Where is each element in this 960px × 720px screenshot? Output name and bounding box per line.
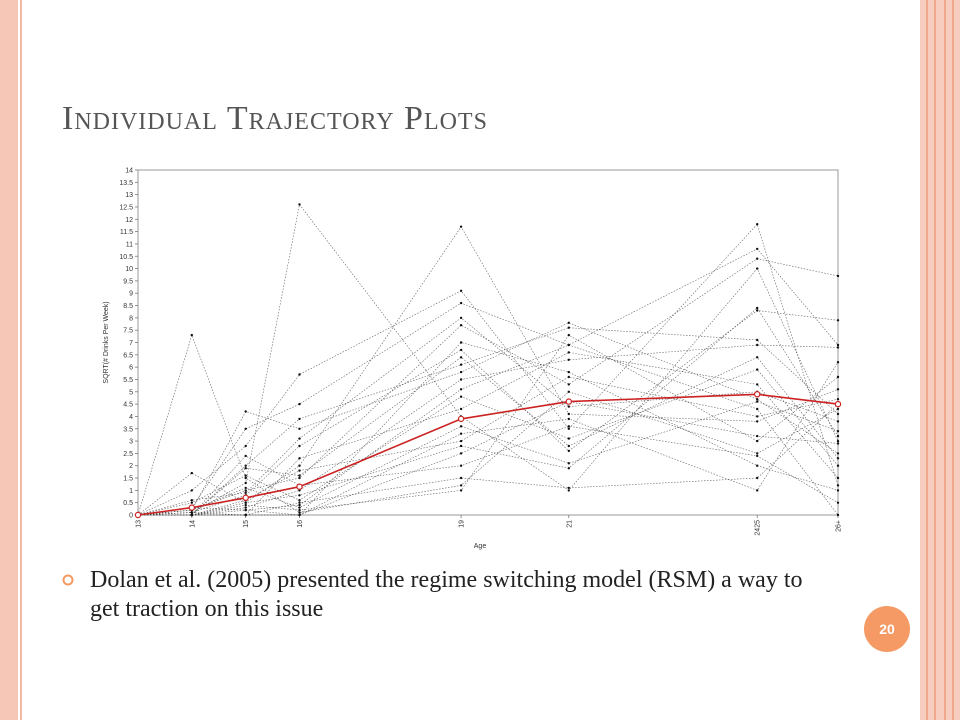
y-tick-label: 2.5	[123, 450, 133, 458]
individual-data-point	[460, 465, 462, 467]
individual-data-point	[756, 440, 758, 442]
individual-data-point	[298, 504, 300, 506]
individual-data-point	[298, 469, 300, 471]
y-tick-label: 9.5	[123, 278, 133, 286]
individual-data-point	[245, 489, 247, 491]
individual-data-point	[756, 258, 758, 260]
individual-data-point	[837, 408, 839, 410]
individual-data-point	[191, 472, 193, 474]
y-tick-label: 2	[129, 463, 133, 471]
y-tick-label: 13.5	[119, 179, 133, 187]
y-tick-label: 5	[129, 389, 133, 397]
individual-data-point	[568, 371, 570, 373]
individual-data-point	[837, 413, 839, 415]
individual-data-point	[460, 396, 462, 398]
individual-data-point	[568, 445, 570, 447]
individual-data-point	[568, 391, 570, 393]
individual-data-point	[568, 428, 570, 430]
plot-area-frame	[138, 170, 838, 515]
individual-data-point	[298, 445, 300, 447]
individual-data-point	[756, 415, 758, 417]
individual-data-point	[245, 509, 247, 511]
y-tick-label: 3	[129, 438, 133, 446]
individual-data-point	[460, 489, 462, 491]
x-tick-label: 19	[458, 520, 466, 528]
mean-data-point	[459, 416, 464, 421]
individual-data-point	[837, 319, 839, 321]
individual-data-point	[245, 487, 247, 489]
individual-data-point	[460, 364, 462, 366]
individual-data-point	[460, 445, 462, 447]
individual-data-point	[245, 506, 247, 508]
individual-data-point	[568, 437, 570, 439]
individual-data-point	[756, 435, 758, 437]
individual-data-point	[756, 420, 758, 422]
individual-data-point	[298, 428, 300, 430]
individual-data-point	[756, 465, 758, 467]
individual-data-point	[245, 428, 247, 430]
y-tick-label: 7.5	[123, 327, 133, 335]
individual-data-point	[298, 373, 300, 375]
individual-data-point	[298, 474, 300, 476]
y-tick-label: 0	[129, 512, 133, 520]
y-tick-label: 1.5	[123, 475, 133, 483]
individual-data-point	[837, 465, 839, 467]
y-tick-label: 13	[125, 192, 133, 200]
individual-data-point	[568, 359, 570, 361]
individual-data-point	[837, 388, 839, 390]
individual-data-point	[245, 465, 247, 467]
individual-data-point	[837, 502, 839, 504]
individual-data-point	[837, 376, 839, 378]
individual-data-point	[568, 383, 570, 385]
individual-data-point	[756, 400, 758, 402]
individual-data-point	[568, 462, 570, 464]
left-frame-border	[0, 0, 18, 720]
individual-data-point	[837, 435, 839, 437]
individual-data-point	[837, 442, 839, 444]
individual-data-point	[837, 398, 839, 400]
individual-data-point	[568, 425, 570, 427]
individual-data-point	[460, 349, 462, 351]
individual-data-point	[837, 440, 839, 442]
individual-data-point	[460, 477, 462, 479]
individual-data-point	[298, 499, 300, 501]
individual-data-point	[756, 452, 758, 454]
individual-data-point	[298, 418, 300, 420]
individual-data-point	[837, 346, 839, 348]
y-tick-label: 7	[129, 340, 133, 347]
individual-data-point	[460, 324, 462, 326]
right-frame-stripe	[944, 0, 946, 720]
individual-data-point	[756, 267, 758, 269]
individual-data-point	[460, 425, 462, 427]
individual-data-point	[460, 356, 462, 358]
x-tick-label: 15	[243, 520, 251, 528]
y-tick-label: 6.5	[123, 352, 133, 360]
y-tick-label: 3.5	[123, 426, 133, 434]
y-tick-label: 6	[129, 364, 133, 372]
individual-data-point	[245, 514, 247, 516]
individual-data-point	[460, 484, 462, 486]
individual-data-point	[245, 410, 247, 412]
bullet-ring-icon	[62, 574, 74, 586]
individual-data-point	[837, 344, 839, 346]
individual-data-point	[837, 420, 839, 422]
y-tick-label: 12.5	[119, 204, 133, 212]
individual-data-point	[298, 511, 300, 513]
y-tick-label: 8	[129, 315, 133, 323]
right-frame-stripe	[934, 0, 936, 720]
individual-data-point	[756, 455, 758, 457]
individual-data-point	[756, 408, 758, 410]
individual-data-point	[568, 405, 570, 407]
individual-data-point	[460, 290, 462, 292]
individual-data-point	[837, 275, 839, 277]
individual-data-point	[298, 465, 300, 467]
individual-data-point	[298, 403, 300, 405]
individual-data-point	[837, 452, 839, 454]
individual-data-point	[568, 351, 570, 353]
individual-data-point	[245, 445, 247, 447]
individual-data-point	[756, 223, 758, 225]
left-frame-line	[20, 0, 22, 720]
individual-data-point	[568, 487, 570, 489]
individual-data-point	[568, 344, 570, 346]
individual-data-point	[460, 378, 462, 380]
individual-data-point	[460, 408, 462, 410]
individual-data-point	[245, 455, 247, 457]
individual-data-point	[837, 489, 839, 491]
individual-data-point	[298, 509, 300, 511]
right-frame-stripe	[926, 0, 928, 720]
individual-data-point	[460, 440, 462, 442]
individual-data-point	[756, 383, 758, 385]
y-tick-label: 8.5	[123, 303, 133, 311]
y-tick-label: 10.5	[119, 253, 133, 261]
individual-data-point	[298, 477, 300, 479]
y-tick-label: 11.5	[119, 229, 133, 237]
individual-data-point	[568, 334, 570, 336]
right-frame-border	[920, 0, 960, 720]
y-tick-label: 5.5	[123, 376, 133, 384]
slide-number-badge: 20	[864, 606, 910, 652]
y-tick-label: 4.5	[123, 401, 133, 409]
individual-data-point	[837, 477, 839, 479]
individual-data-point	[245, 502, 247, 504]
y-tick-label: 0.5	[123, 500, 133, 508]
y-tick-label: 14	[125, 167, 133, 175]
bullet-text: Dolan et al. (2005) presented the regime switching model (RSM) a way to get traction on this issue	[90, 567, 803, 622]
slide-title: Individual Trajectory Plots	[62, 100, 488, 137]
y-tick-label: 9	[129, 290, 133, 298]
mean-data-point	[189, 505, 194, 510]
individual-data-point	[568, 467, 570, 469]
individual-data-point	[756, 356, 758, 358]
mean-data-point	[755, 392, 760, 397]
individual-data-point	[245, 504, 247, 506]
individual-data-point	[756, 344, 758, 346]
individual-data-point	[756, 307, 758, 309]
individual-data-point	[756, 368, 758, 370]
mean-data-point	[297, 484, 302, 489]
individual-data-point	[191, 499, 193, 501]
mean-data-point	[566, 399, 571, 404]
individual-data-point	[837, 361, 839, 363]
individual-data-point	[756, 248, 758, 250]
mean-data-point	[135, 512, 140, 517]
individual-data-point	[568, 376, 570, 378]
individual-data-point	[298, 514, 300, 516]
x-tick-label: 14	[189, 520, 197, 528]
individual-data-point	[191, 502, 193, 504]
individual-data-point	[298, 494, 300, 496]
y-tick-label: 12	[125, 216, 133, 224]
x-tick-label: 2425	[754, 520, 762, 536]
individual-data-point	[568, 450, 570, 452]
individual-data-point	[191, 489, 193, 491]
individual-data-point	[568, 489, 570, 491]
y-axis-label: SQRT(# Drinks Per Week)	[103, 301, 110, 384]
individual-data-point	[756, 477, 758, 479]
individual-data-point	[460, 452, 462, 454]
y-tick-label: 11	[125, 241, 133, 249]
individual-data-point	[460, 317, 462, 319]
individual-data-point	[756, 398, 758, 400]
y-tick-label: 4	[129, 413, 133, 421]
x-tick-label: 26+	[835, 520, 843, 532]
individual-data-point	[191, 511, 193, 513]
individual-data-point	[298, 502, 300, 504]
mean-data-point	[835, 402, 840, 407]
y-tick-label: 1	[129, 487, 133, 495]
individual-data-point	[191, 514, 193, 516]
individual-data-point	[298, 437, 300, 439]
x-tick-label: 16	[297, 520, 305, 528]
individual-data-point	[568, 418, 570, 420]
individual-data-point	[756, 339, 758, 341]
individual-data-point	[298, 203, 300, 205]
individual-data-point	[568, 327, 570, 329]
individual-data-point	[568, 322, 570, 324]
individual-data-point	[837, 457, 839, 459]
individual-data-point	[245, 482, 247, 484]
individual-data-point	[837, 484, 839, 486]
individual-data-point	[460, 341, 462, 343]
individual-data-point	[837, 514, 839, 516]
individual-data-point	[245, 474, 247, 476]
individual-data-point	[568, 413, 570, 415]
individual-data-point	[460, 388, 462, 390]
right-frame-stripe	[952, 0, 954, 720]
mean-data-point	[243, 495, 248, 500]
individual-data-point	[245, 467, 247, 469]
individual-data-point	[245, 492, 247, 494]
trajectory-chart	[96, 160, 848, 552]
y-tick-label: 10	[125, 266, 133, 274]
individual-data-point	[191, 334, 193, 336]
individual-data-point	[756, 489, 758, 491]
x-tick-label: 13	[135, 520, 143, 528]
individual-data-point	[298, 457, 300, 459]
x-axis-label: Age	[473, 543, 487, 550]
individual-data-point	[837, 430, 839, 432]
individual-data-point	[460, 433, 462, 435]
x-tick-label: 21	[566, 520, 574, 528]
individual-data-point	[298, 506, 300, 508]
individual-data-point	[460, 371, 462, 373]
individual-data-point	[460, 302, 462, 304]
individual-data-point	[460, 226, 462, 228]
